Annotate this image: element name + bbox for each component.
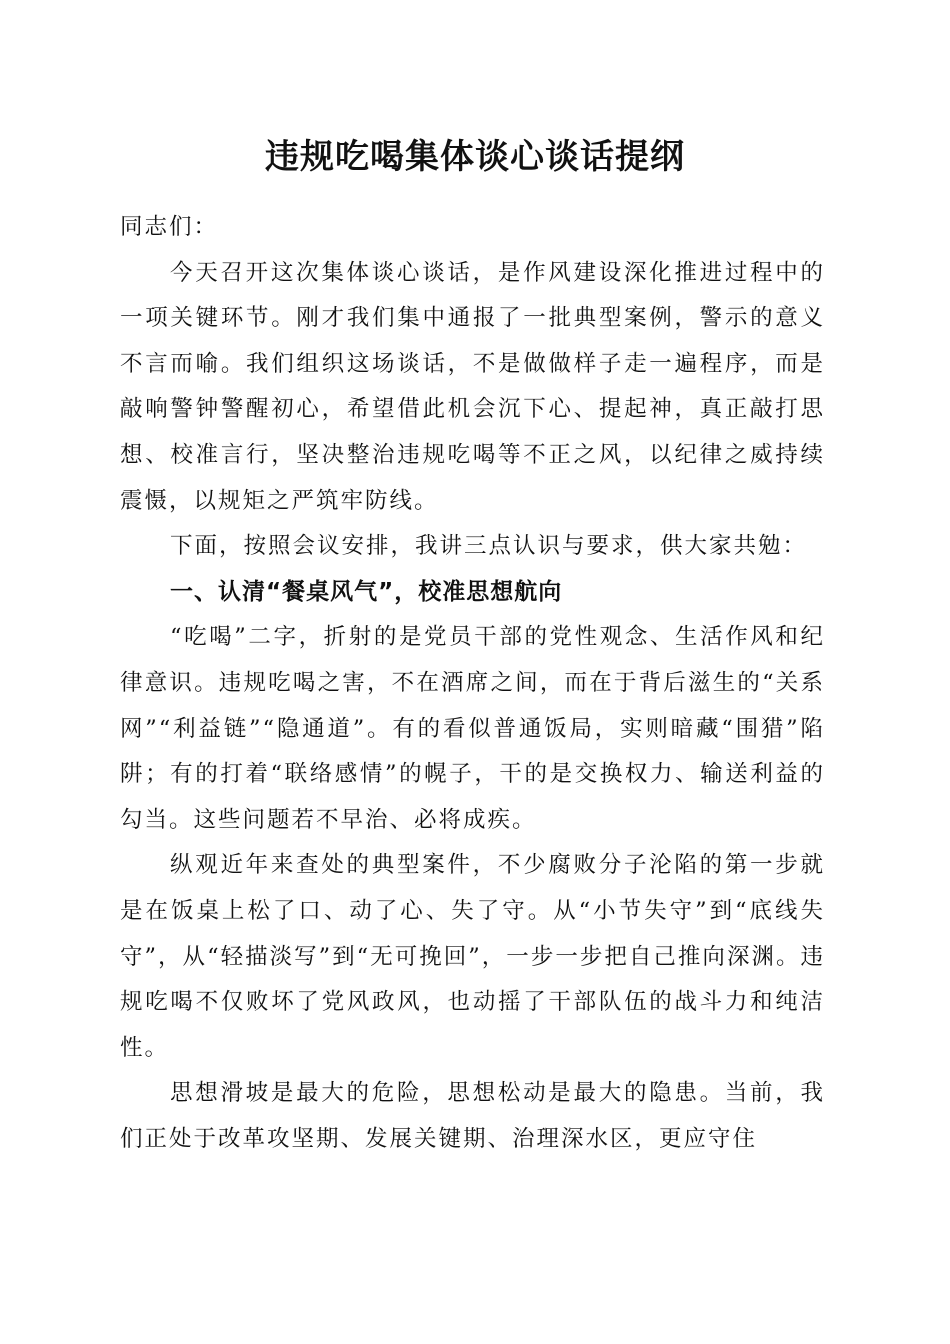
paragraph-section1-1: “吃喝”二字，折射的是党员干部的党性观念、生活作风和纪律意识。违规吃喝之害，不在酒席之间，而在于背后滋生的“关系网”“利益链”“隐通道”。有的看似普通饭局，实则暗藏“围猎”陷阱；有的打着“联络感情”的幌子，干的是交换权力、输送利益的勾当。这些问题若不早治、必将成疾。 bbox=[120, 624, 825, 833]
section-heading-1: 一、认清“餐桌风气”，校准思想航向 bbox=[170, 578, 563, 605]
paragraph-section1-3: 思想滑坡是最大的危险，思想松动是最大的隐患。当前，我们正处于改革攻坚期、发展关键期、治理深水区，更应守住 bbox=[120, 1080, 825, 1152]
document-title: 违规吃喝集体谈心谈话提纲 bbox=[265, 137, 685, 177]
paragraph-intro: 今天召开这次集体谈心谈话，是作风建设深化推进过程中的一项关键环节。刚才我们集中通报了一批典型案例，警示的意义不言而喻。我们组织这场谈话，不是做做样子走一遍程序，而是敲响警钟警醒初心，希望借此机会沉下心、提起神，真正敲打思想、校准言行，坚决整治违规吃喝等不正之风，以纪律之威持续震慑，以规矩之严筑牢防线。 bbox=[120, 259, 825, 514]
document-body bbox=[120, 205, 825, 1162]
salutation: 同志们： bbox=[120, 214, 219, 240]
paragraph-section1-2: 纵观近年来查处的典型案件，不少腐败分子沦陷的第一步就是在饭桌上松了口、动了心、失了守。从“小节失守”到“底线失守”，从“轻描淡写”到“无可挽回”，一步一步把自己推向深渊。违规吃喝不仅败坏了党风政风，也动摇了干部队伍的战斗力和纯洁性。 bbox=[120, 852, 825, 1061]
paragraph-agenda: 下面，按照会议安排，我讲三点认识与要求，供大家共勉： bbox=[170, 533, 808, 560]
